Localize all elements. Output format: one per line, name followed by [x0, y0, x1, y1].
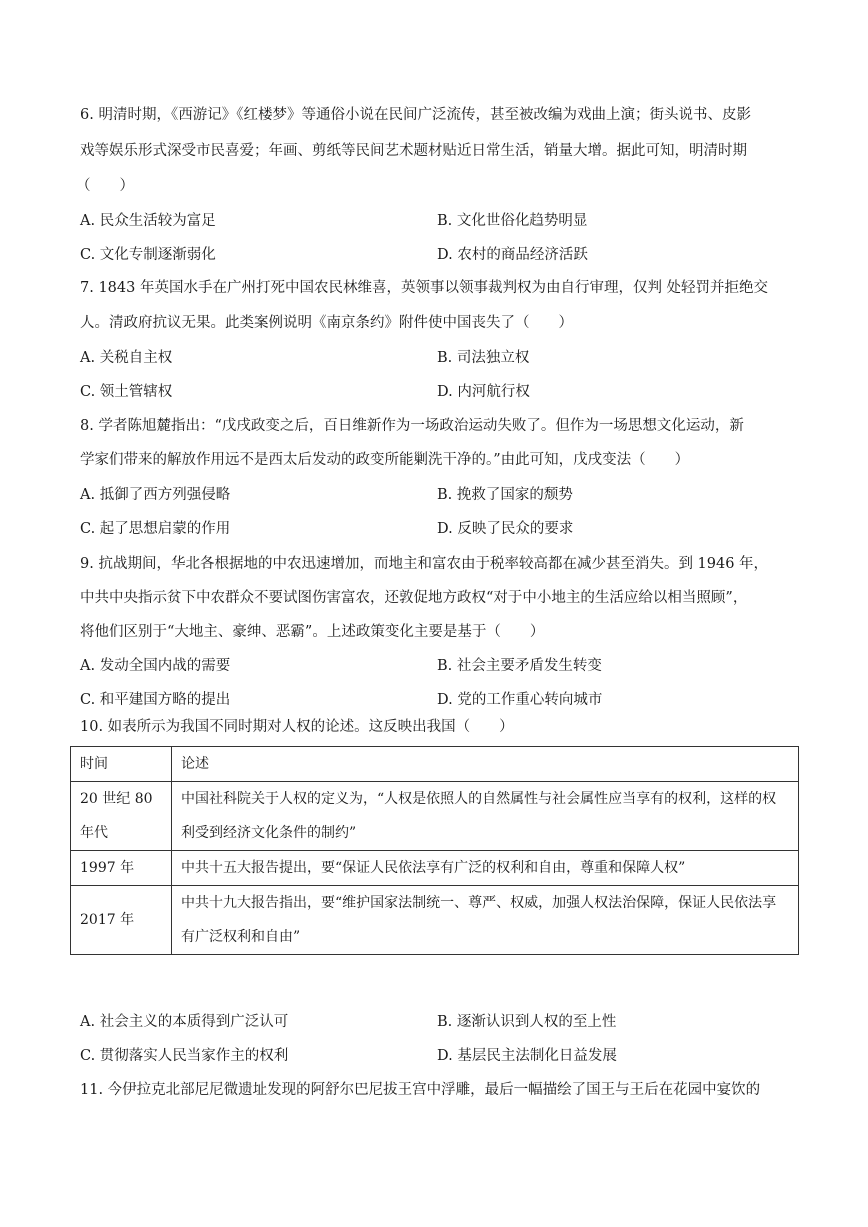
table-row: [71, 851, 799, 886]
table-row: [71, 886, 799, 955]
table-cell-time: 1997 年: [71, 851, 172, 886]
q6-option-b: B. 文化世俗化趋势明显: [437, 213, 588, 229]
table-header-text: 论述: [172, 747, 799, 782]
table-cell-time: 2017 年: [71, 886, 172, 955]
q7-option-b: B. 司法独立权: [437, 350, 530, 366]
q11-stem-line-1: 11. 今伊拉克北部尼尼微遗址发现的阿舒尔巴尼拔王宫中浮雕，最后一幅描绘了国王与王后在花园中宴饮的: [80, 1082, 761, 1098]
q7-stem-line-1: 7. 1843 年英国水手在广州打死中国农民林维喜，英领事以领事裁判权为由自行审理，仅判 处轻罚并拒绝交: [80, 280, 769, 296]
q8-option-a: A. 抵御了西方列强侵略: [80, 487, 231, 503]
q10-option-b: B. 逐渐认识到人权的至上性: [437, 1014, 617, 1030]
q9-stem-line-1: 9. 抗战期间，华北各根据地的中农迅速增加，而地主和富农由于税率较高都在减少甚至消失。到 1946 年，: [80, 556, 769, 572]
table-cell-text: 中共十五大报告提出，要“保证人民依法享有广泛的权利和自由，尊重和保障人权”: [172, 851, 799, 886]
table-row: [71, 782, 799, 851]
q8-option-d: D. 反映了民众的要求: [437, 521, 574, 537]
q9-stem-line-3: 将他们区别于“大地主、豪绅、恶霸”。上述政策变化主要是基于（ ）: [80, 624, 545, 640]
q8-option-c: C. 起了思想启蒙的作用: [80, 521, 231, 537]
table-header-time: 时间: [71, 747, 172, 782]
q6-answer-blank: （ ）: [76, 178, 134, 194]
q8-stem-line-1: 8. 学者陈旭麓指出：“戊戌政变之后，百日维新作为一场政治运动失败了。但作为一场思想文化运动，新: [80, 418, 744, 434]
q9-option-c: C. 和平建国方略的提出: [80, 692, 231, 708]
q9-option-b: B. 社会主要矛盾发生转变: [437, 658, 602, 674]
q6-stem-line-1: 6. 明清时期，《西游记》《红楼梦》等通俗小说在民间广泛流传，甚至被改编为戏曲上演；街头说书、皮影: [80, 107, 751, 123]
q6-stem-line-2: 戏等娱乐形式深受市民喜爱；年画、剪纸等民间艺术题材贴近日常生活，销量大增。据此可知，明清时期: [80, 143, 747, 159]
q7-option-a: A. 关税自主权: [80, 350, 173, 366]
table-header-row: [71, 747, 799, 782]
q7-stem-line-2: 人。清政府抗议无果。此类案例说明《南京条约》附件使中国丧失了（ ）: [80, 315, 573, 331]
q8-stem-line-2: 学家们带来的解放作用远不是西太后发动的政变所能剿洗干净的。”由此可知，戊戌变法（ ）: [80, 452, 690, 468]
q6-option-c: C. 文化专制逐渐弱化: [80, 247, 216, 263]
q7-option-c: C. 领土管辖权: [80, 384, 173, 400]
q9-option-d: D. 党的工作重心转向城市: [437, 692, 603, 708]
q7-option-d: D. 内河航行权: [437, 384, 530, 400]
human-rights-table: [70, 746, 799, 955]
q6-option-a: A. 民众生活较为富足: [80, 213, 216, 229]
q9-option-a: A. 发动全国内战的需要: [80, 658, 231, 674]
q10-option-a: A. 社会主义的本质得到广泛认可: [80, 1014, 289, 1030]
table-cell-time: 20 世纪 80 年代: [80, 791, 153, 841]
q10-option-c: C. 贯彻落实人民当家作主的权利: [80, 1048, 289, 1064]
q10-option-d: D. 基层民主法制化日益发展: [437, 1048, 617, 1064]
table-cell-text: 中国社科院关于人权的定义为，“人权是依照人的自然属性与社会属性应当享有的权利，这样的权利受到经济文化条件的制约”: [181, 791, 777, 841]
q9-stem-line-2: 中共中央指示贫下中农群众不要试图伤害富农，还敦促地方政权“对于中小地主的生活应给以相当照顾”，: [80, 590, 748, 606]
q6-option-d: D. 农村的商品经济活跃: [437, 247, 588, 263]
q10-stem: 10. 如表所示为我国不同时期对人权的论述。这反映出我国（ ）: [80, 719, 514, 735]
q8-option-b: B. 挽救了国家的颓势: [437, 487, 573, 503]
table-cell-text: 中共十九大报告指出，要“维护国家法制统一、尊严、权威，加强人权法治保障，保证人民依法享有广泛权利和自由”: [181, 895, 777, 945]
